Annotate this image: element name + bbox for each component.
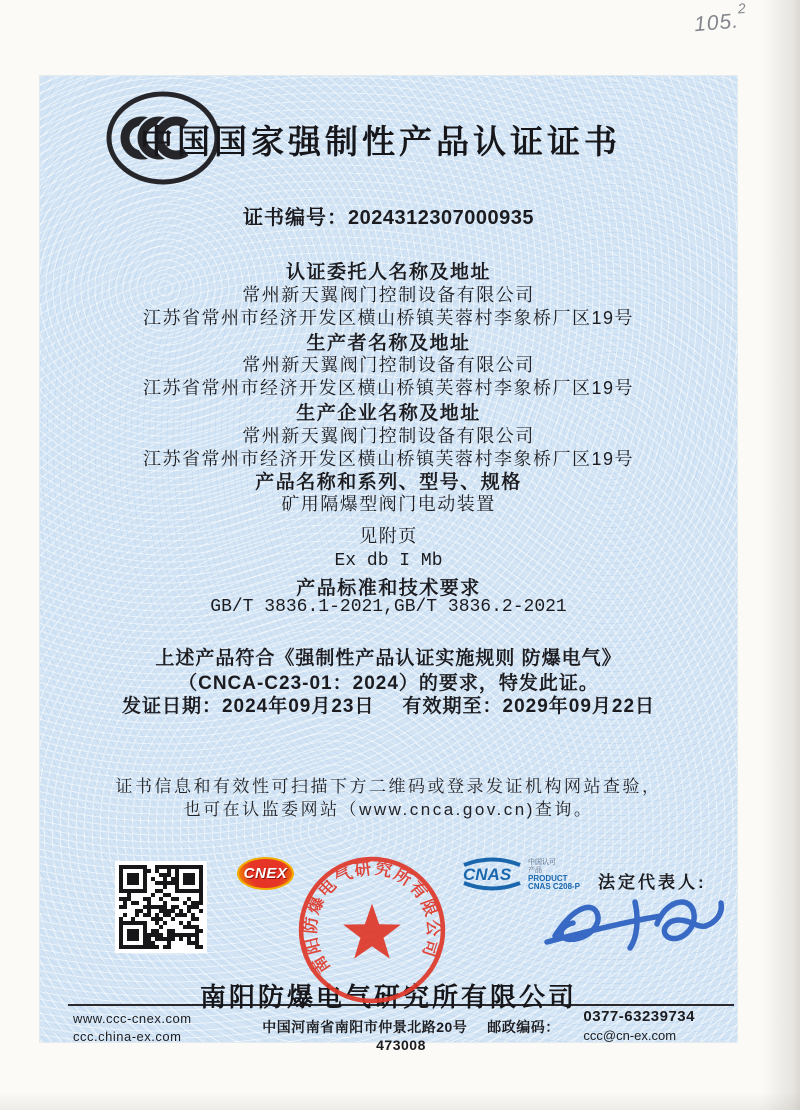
product-appendix-note: 见附页 [359, 526, 418, 546]
applicant-address: 江苏省常州市经济开发区横山桥镇芙蓉村李象桥厂区19号 [142, 308, 635, 328]
certificate-number-line [40, 201, 737, 230]
cnas-wordmark: CNAS [463, 865, 512, 884]
verify-notice-line-1: 证书信息和有效性可扫描下方二维码或登录发证机构网站查验， [115, 777, 662, 796]
legal-representative-label: 法定代表人: [598, 873, 707, 892]
applicant-company: 常州新天翼阀门控制设备有限公司 [242, 285, 535, 305]
cnas-wordmark-icon [460, 857, 524, 891]
producer-heading: 生产者名称及地址 [306, 333, 471, 354]
page-note-sup: 2 [737, 0, 748, 17]
producer-company: 常州新天翼阀门控制设备有限公司 [242, 355, 535, 375]
standard-heading: 产品标准和技术要求 [296, 578, 481, 599]
standard-value: GB/T 3836.1-2021,GB/T 3836.2-2021 [210, 597, 567, 617]
ex-marking: Ex db I Mb [334, 551, 443, 571]
company-stamp [296, 854, 448, 1011]
scan-edge-shadow-right [762, 0, 800, 1110]
product-name: 矿用隔爆型阀门电动装置 [281, 494, 496, 514]
issuer-name: 南阳防爆电气研究所有限公司 [199, 982, 577, 1012]
declaration-line-1: 上述产品符合《强制性产品认证实施规则 防爆电气》 [155, 648, 622, 669]
scan-edge-shadow-bottom [0, 1092, 800, 1110]
footer-postcode: 邮政编码：473008 [376, 1019, 560, 1053]
handwritten-page-note [693, 0, 749, 38]
factory-company: 常州新天翼阀门控制设备有限公司 [242, 426, 535, 446]
applicant-heading: 认证委托人名称及地址 [285, 262, 491, 283]
cnas-line-4: CNAS C208-P [528, 882, 581, 891]
certificate-paper [40, 76, 737, 1053]
cnex-logo-icon [237, 857, 294, 890]
cnas-line-3: PRODUCT [528, 874, 568, 883]
footer-website-1: www.ccc-cnex.com [73, 1011, 192, 1026]
producer-address: 江苏省常州市经济开发区横山桥镇芙蓉村李象桥厂区19号 [142, 378, 635, 398]
cnex-label: CNEX [243, 865, 288, 882]
footer-websites [73, 1010, 192, 1046]
certificate-title: 中国国家强制性产品认证证书 [140, 123, 621, 160]
footer-phone: 0377-63239734 [583, 1008, 695, 1025]
footer-email: ccc@cn-ex.com [583, 1028, 677, 1043]
cnas-line-1: 中国认可 [528, 859, 556, 866]
issue-date: 发证日期：2024年09月23日 [121, 696, 375, 717]
page-note-base: 105. [693, 9, 740, 37]
certificate-number-value: 2024312307000935 [348, 207, 534, 229]
footer-website-2: ccc.china-ex.com [73, 1029, 182, 1044]
cnas-line-2: 产品 [528, 867, 542, 874]
product-heading: 产品名称和系列、型号、规格 [255, 472, 522, 493]
certificate-number-label: 证书编号： [243, 207, 349, 229]
factory-heading: 生产企业名称及地址 [296, 403, 481, 424]
signature-icon [537, 882, 742, 975]
footer-address-line [240, 1017, 572, 1053]
validity-dates-line [40, 691, 737, 718]
declaration-line-2: （CNCA-C23-01：2024）的要求，特发此证。 [178, 673, 599, 694]
footer-address: 中国河南省南阳市仲景北路20号 [262, 1019, 468, 1035]
expiry-date: 有效期至：2029年09月22日 [402, 696, 656, 717]
stamp-text: 南阳防爆电气研究所有限公司 [300, 858, 443, 977]
star-icon [343, 904, 401, 959]
qr-code [115, 861, 207, 953]
factory-address: 江苏省常州市经济开发区横山桥镇芙蓉村李象桥厂区19号 [142, 449, 635, 469]
verify-notice-line-2: 也可在认监委网站（www.cnca.gov.cn)查询。 [183, 800, 594, 819]
